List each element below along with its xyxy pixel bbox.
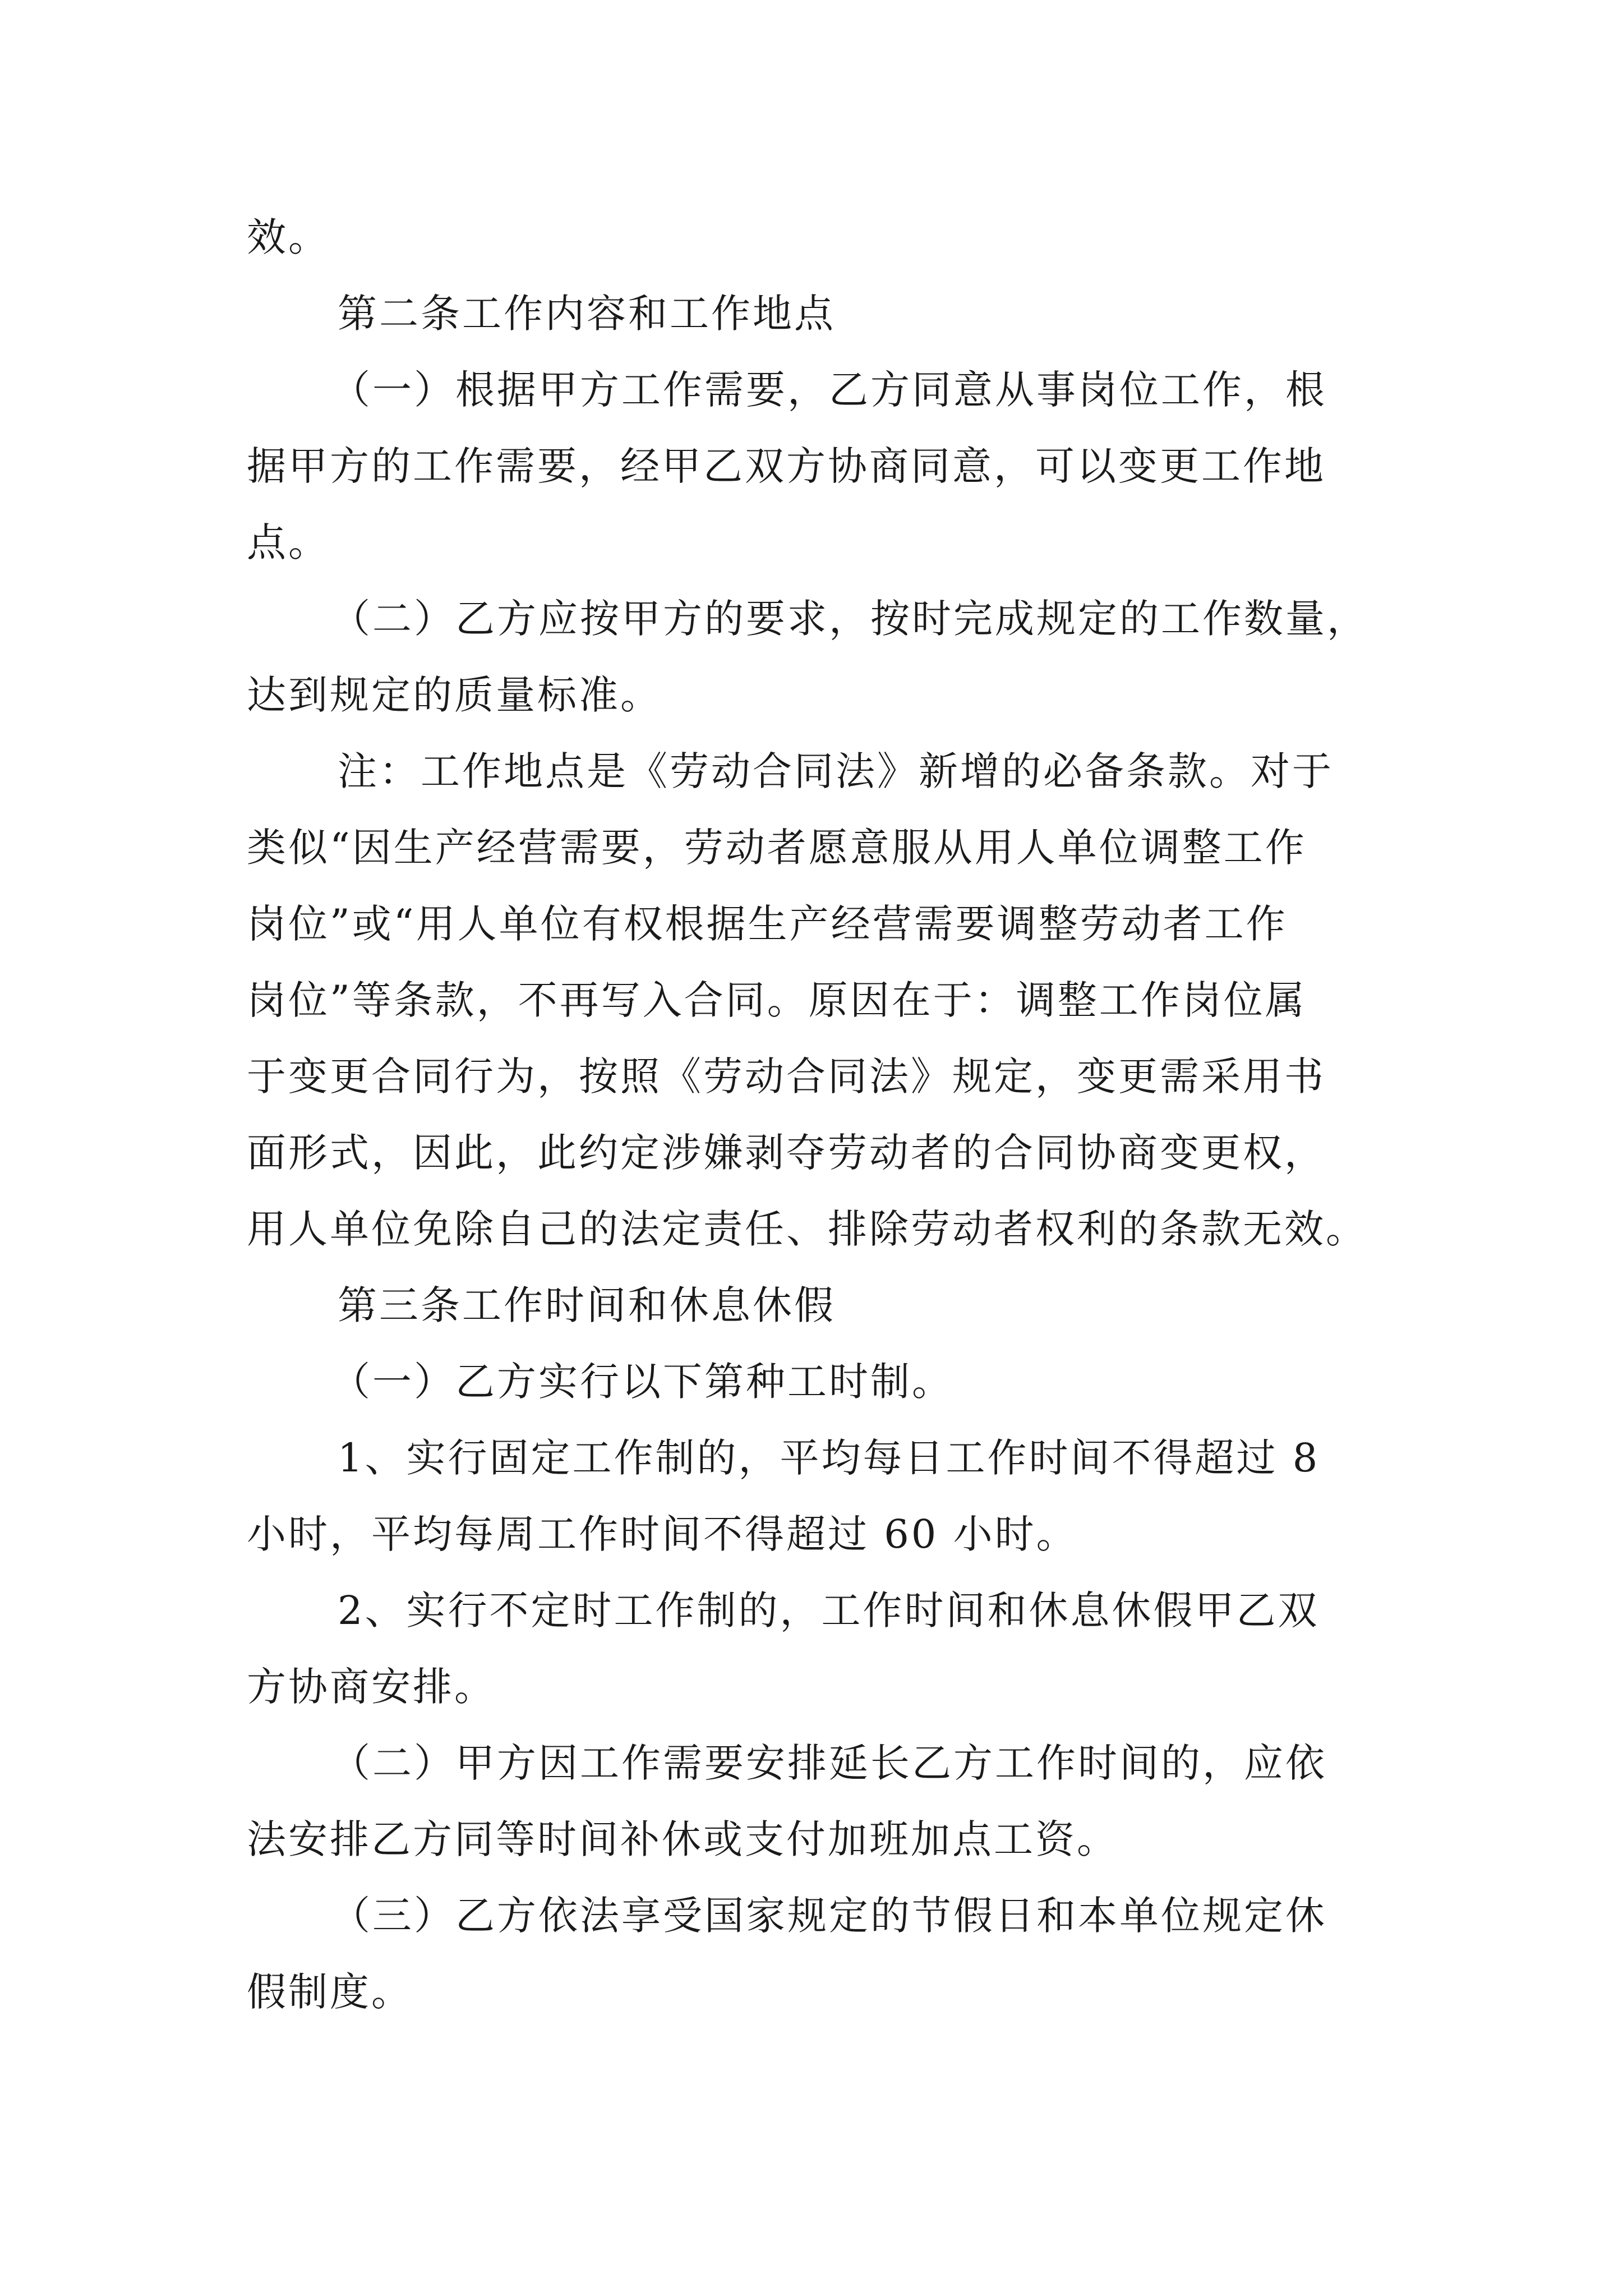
text-line: 小时，平均每周工作时间不得超过 60 小时。 <box>247 1511 1078 1557</box>
text-line: 法安排乙方同等时间补休或支付加班加点工资。 <box>247 1816 1118 1862</box>
article-heading: 第三条工作时间和休息休假 <box>338 1282 836 1328</box>
note-line: 于变更合同行为，按照《劳动合同法》规定，变更需采用书 <box>247 1053 1326 1099</box>
text-line: （一）根据甲方工作需要，乙方同意从事岗位工作，根 <box>331 367 1327 413</box>
note-line: 类似“因生产经营需要，劳动者愿意服从用人单位调整工作 <box>247 825 1307 871</box>
note-line: 岗位”或“用人单位有权根据生产经营需要调整劳动者工作 <box>247 901 1288 947</box>
text-line: 点。 <box>247 519 330 565</box>
text-line: 2、实行不定时工作制的，工作时间和休息休假甲乙双 <box>338 1588 1320 1634</box>
document-body <box>247 199 1380 2030</box>
note-line: 注：工作地点是《劳动合同法》新增的必备条款。对于 <box>338 748 1334 794</box>
text-line: （一）乙方实行以下第种工时制。 <box>331 1359 953 1405</box>
text-line: 方协商安排。 <box>247 1664 496 1710</box>
text-line: 达到规定的质量标准。 <box>247 672 662 718</box>
note-line: 岗位”等条款，不再写入合同。原因在于：调整工作岗位属 <box>247 977 1307 1023</box>
text-line: 假制度。 <box>247 1969 413 2015</box>
text-line: 1、实行固定工作制的，平均每日工作时间不得超过 8 <box>338 1435 1320 1481</box>
text-line: （二）乙方应按甲方的要求，按时完成规定的工作数量， <box>331 596 1368 642</box>
text-line: （二）甲方因工作需要安排延长乙方工作时间的，应依 <box>331 1740 1327 1786</box>
text-line: （三）乙方依法享受国家规定的节假日和本单位规定休 <box>331 1893 1327 1939</box>
article-heading: 第二条工作内容和工作地点 <box>338 291 836 337</box>
text-line: 据甲方的工作需要，经甲乙双方协商同意，可以变更工作地 <box>247 443 1326 489</box>
note-line: 用人单位免除自己的法定责任、排除劳动者权利的条款无效。 <box>247 1206 1367 1252</box>
text-line: 效。 <box>247 214 330 260</box>
note-line: 面形式，因此，此约定涉嫌剥夺劳动者的合同协商变更权， <box>247 1130 1326 1176</box>
